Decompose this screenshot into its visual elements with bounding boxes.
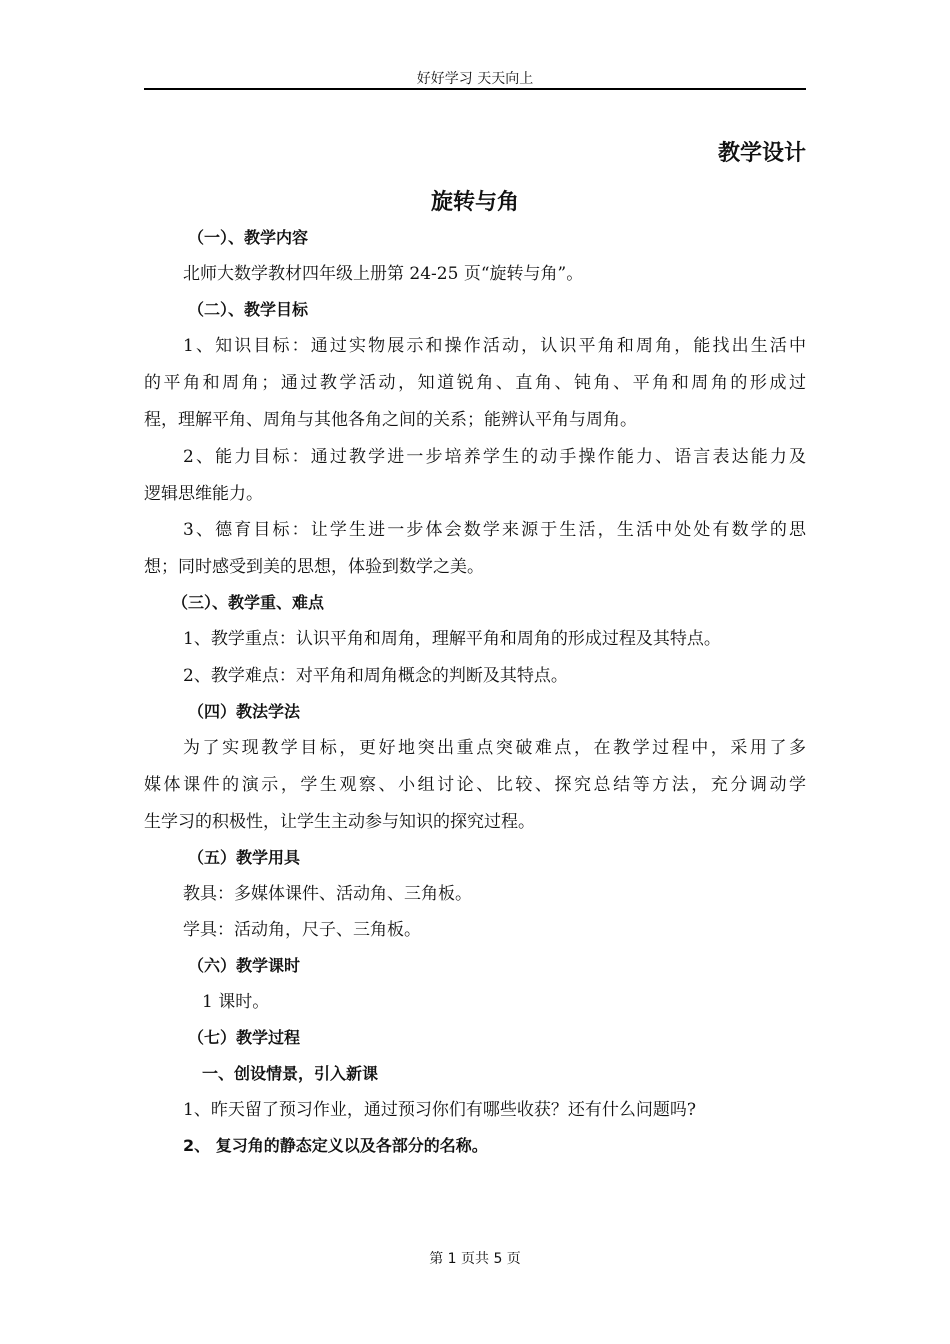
process-item-2: 2、 复习角的静态定义以及各部分的名称。 xyxy=(183,1136,488,1155)
goal1-line1: 1、知识目标：通过实物展示和操作活动，认识平角和周角，能找出生活中 xyxy=(183,336,806,356)
tools-student: 学具：活动角，尺子、三角板。 xyxy=(183,920,421,940)
tools-teacher: 教具：多媒体课件、活动角、三角板。 xyxy=(183,884,472,904)
heading-content: （一）、教学内容 xyxy=(188,228,309,247)
heading-goals: （二）、教学目标 xyxy=(188,300,309,319)
method-line1: 为了实现教学目标，更好地突出重点突破难点，在教学过程中，采用了多 xyxy=(183,738,806,758)
key-point-1: 1、教学重点：认识平角和周角，理解平角和周角的形成过程及其特点。 xyxy=(183,629,721,649)
heading-key-points: （三）、教学重、难点 xyxy=(172,593,325,612)
process-item-1: 1、昨天留了预习作业，通过预习你们有哪些收获？还有什么问题吗? xyxy=(183,1100,696,1120)
page-title: 旋转与角 xyxy=(430,190,519,215)
method-line3: 生学习的积极性，让学生主动参与知识的探究过程。 xyxy=(144,812,535,832)
goal3-line2: 想；同时感受到美的思想，体验到数学之美。 xyxy=(144,557,484,577)
process-subheading-1: 一、创设情景，引入新课 xyxy=(202,1064,379,1083)
heading-process: （七）教学过程 xyxy=(188,1028,301,1047)
class-time-text: 1 课时。 xyxy=(202,992,270,1012)
goal1-line3: 程，理解平角、周角与其他各角之间的关系；能辨认平角与周角。 xyxy=(144,410,637,430)
heading-methods: （四）教法学法 xyxy=(188,702,301,721)
heading-tools: （五）教学用具 xyxy=(188,848,301,867)
goal1-line2: 的平角和周角；通过教学活动，知道锐角、直角、钝角、平角和周角的形成过 xyxy=(144,373,806,393)
content-text: 北师大数学教材四年级上册第 24-25 页“旋转与角”。 xyxy=(183,264,584,284)
goal2-line2: 逻辑思维能力。 xyxy=(144,484,263,504)
goal2-line1: 2、能力目标：通过教学进一步培养学生的动手操作能力、语言表达能力及 xyxy=(183,447,806,467)
header-motto: 好好学习 天天向上 xyxy=(416,71,534,87)
heading-class-time: （六）教学课时 xyxy=(188,956,301,975)
goal3-line1: 3、德育目标：让学生进一步体会数学来源于生活，生活中处处有数学的思 xyxy=(183,520,806,540)
method-line2: 媒体课件的演示，学生观察、小组讨论、比较、探究总结等方法，充分调动学 xyxy=(144,775,806,795)
header-divider xyxy=(144,88,806,90)
page-number: 第 1 页共 5 页 xyxy=(429,1251,521,1267)
document-type: 教学设计 xyxy=(717,141,806,166)
key-point-2: 2、教学难点：对平角和周角概念的判断及其特点。 xyxy=(183,666,568,686)
